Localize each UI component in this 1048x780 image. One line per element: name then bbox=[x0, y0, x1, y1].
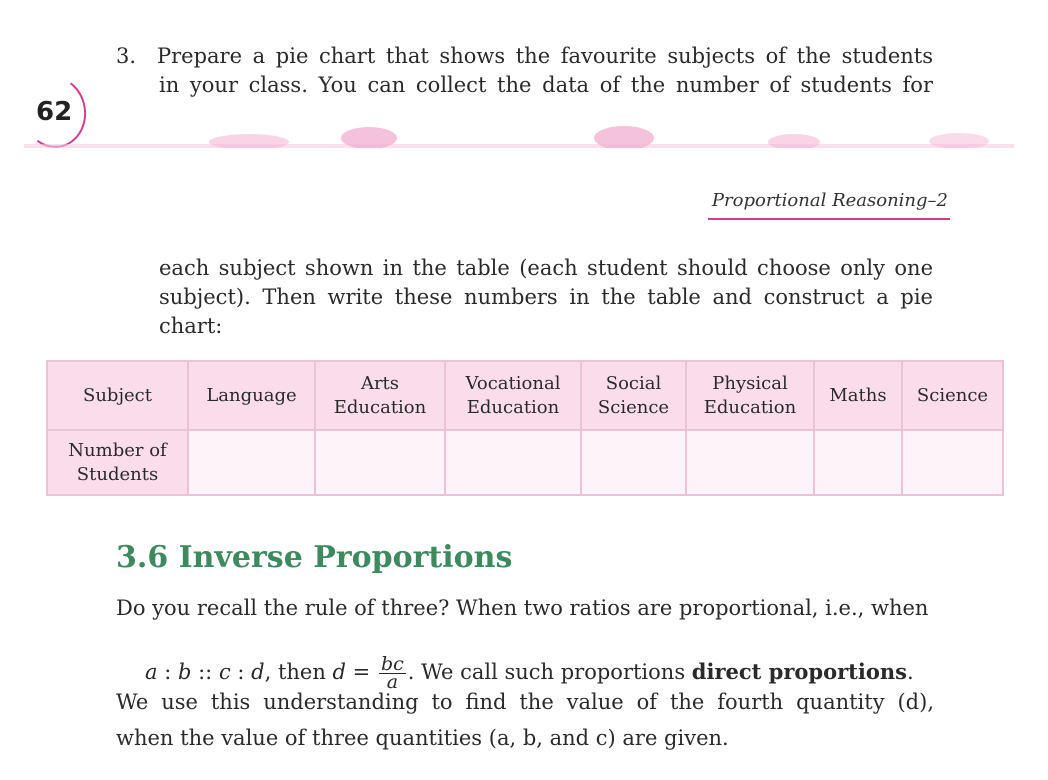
equals-sign: = bbox=[346, 660, 377, 684]
subjects-table bbox=[46, 360, 1004, 496]
students-label-line1: Number of bbox=[68, 439, 167, 461]
then-text: , then bbox=[264, 660, 333, 684]
subject-name: Maths bbox=[829, 384, 887, 406]
fraction-bc-over-a bbox=[379, 653, 406, 693]
table-header-row bbox=[47, 361, 1003, 430]
subject-name-line1: Vocational bbox=[465, 372, 561, 394]
section-title: 3.6 Inverse Proportions bbox=[116, 540, 513, 575]
var-d: d bbox=[251, 660, 265, 684]
subject-cell bbox=[814, 361, 902, 430]
ratio-sep: : bbox=[230, 660, 252, 684]
question-number: 3. bbox=[116, 44, 137, 68]
students-label-line2: Students bbox=[76, 463, 159, 485]
page-number: 62 bbox=[35, 97, 73, 127]
subject-name-line1: Arts bbox=[360, 372, 400, 394]
empty-count-cell bbox=[814, 430, 902, 495]
period: . bbox=[906, 660, 914, 684]
var-b: b bbox=[177, 660, 192, 684]
running-head: Proportional Reasoning–2 bbox=[711, 190, 948, 211]
subject-cell bbox=[581, 361, 686, 430]
subject-cell bbox=[315, 361, 445, 430]
subject-name-line2: Education bbox=[703, 396, 797, 418]
running-head-rule bbox=[708, 218, 950, 220]
subject-cell bbox=[902, 361, 1003, 430]
table-row-students bbox=[47, 430, 1003, 495]
empty-count-cell bbox=[686, 430, 814, 495]
empty-count-cell bbox=[445, 430, 581, 495]
direct-proportion-text: . We call such proportions bbox=[407, 660, 692, 684]
empty-count-cell bbox=[581, 430, 686, 495]
subject-name: Science bbox=[916, 384, 989, 406]
paragraph-fourth-quantity: We use this understanding to find the value of the fourth quantity (d), bbox=[116, 690, 934, 714]
ratio-sep: : bbox=[157, 660, 178, 684]
var-d: d bbox=[332, 660, 346, 684]
subject-name-line1: Social bbox=[605, 372, 662, 394]
subject-cell bbox=[445, 361, 581, 430]
subject-header-cell bbox=[47, 361, 188, 430]
subject-name-line2: Education bbox=[333, 396, 427, 418]
subject-cell bbox=[686, 361, 814, 430]
question-text-line2: in your class. You can collect the data of the number of students for bbox=[159, 73, 933, 97]
students-label-cell bbox=[47, 430, 188, 495]
paragraph-three-quantities: when the value of three quantities (a, b, and c) are given. bbox=[116, 726, 729, 750]
empty-count-cell bbox=[188, 430, 315, 495]
fraction-numerator: bc bbox=[380, 653, 404, 675]
subject-name-line1: Physical bbox=[712, 372, 788, 394]
direct-proportions-term: direct proportions bbox=[691, 659, 907, 684]
question-continuation: each subject shown in the table (each student should choose only one subject). Then write these numbers in the table and construct a pie chart: bbox=[159, 256, 933, 338]
subject-name-line2: Science bbox=[597, 396, 670, 418]
paragraph-rule-of-three: Do you recall the rule of three? When two ratios are proportional, i.e., when bbox=[116, 596, 929, 620]
empty-count-cell bbox=[315, 430, 445, 495]
subject-name-line2: Education bbox=[466, 396, 560, 418]
fraction-denominator: a bbox=[386, 671, 399, 693]
decorative-smudge-strip bbox=[24, 126, 1014, 148]
subject-header-label: Subject bbox=[83, 384, 152, 406]
empty-count-cell bbox=[902, 430, 1003, 495]
subject-cell bbox=[188, 361, 315, 430]
var-a: a bbox=[145, 660, 158, 684]
paragraph-proportion-formula bbox=[145, 653, 965, 693]
proportion-sep: :: bbox=[191, 660, 219, 684]
question-text-line1: Prepare a pie chart that shows the favourite subjects of the students bbox=[157, 44, 933, 68]
var-c: c bbox=[218, 660, 231, 684]
subject-name: Language bbox=[206, 384, 297, 406]
